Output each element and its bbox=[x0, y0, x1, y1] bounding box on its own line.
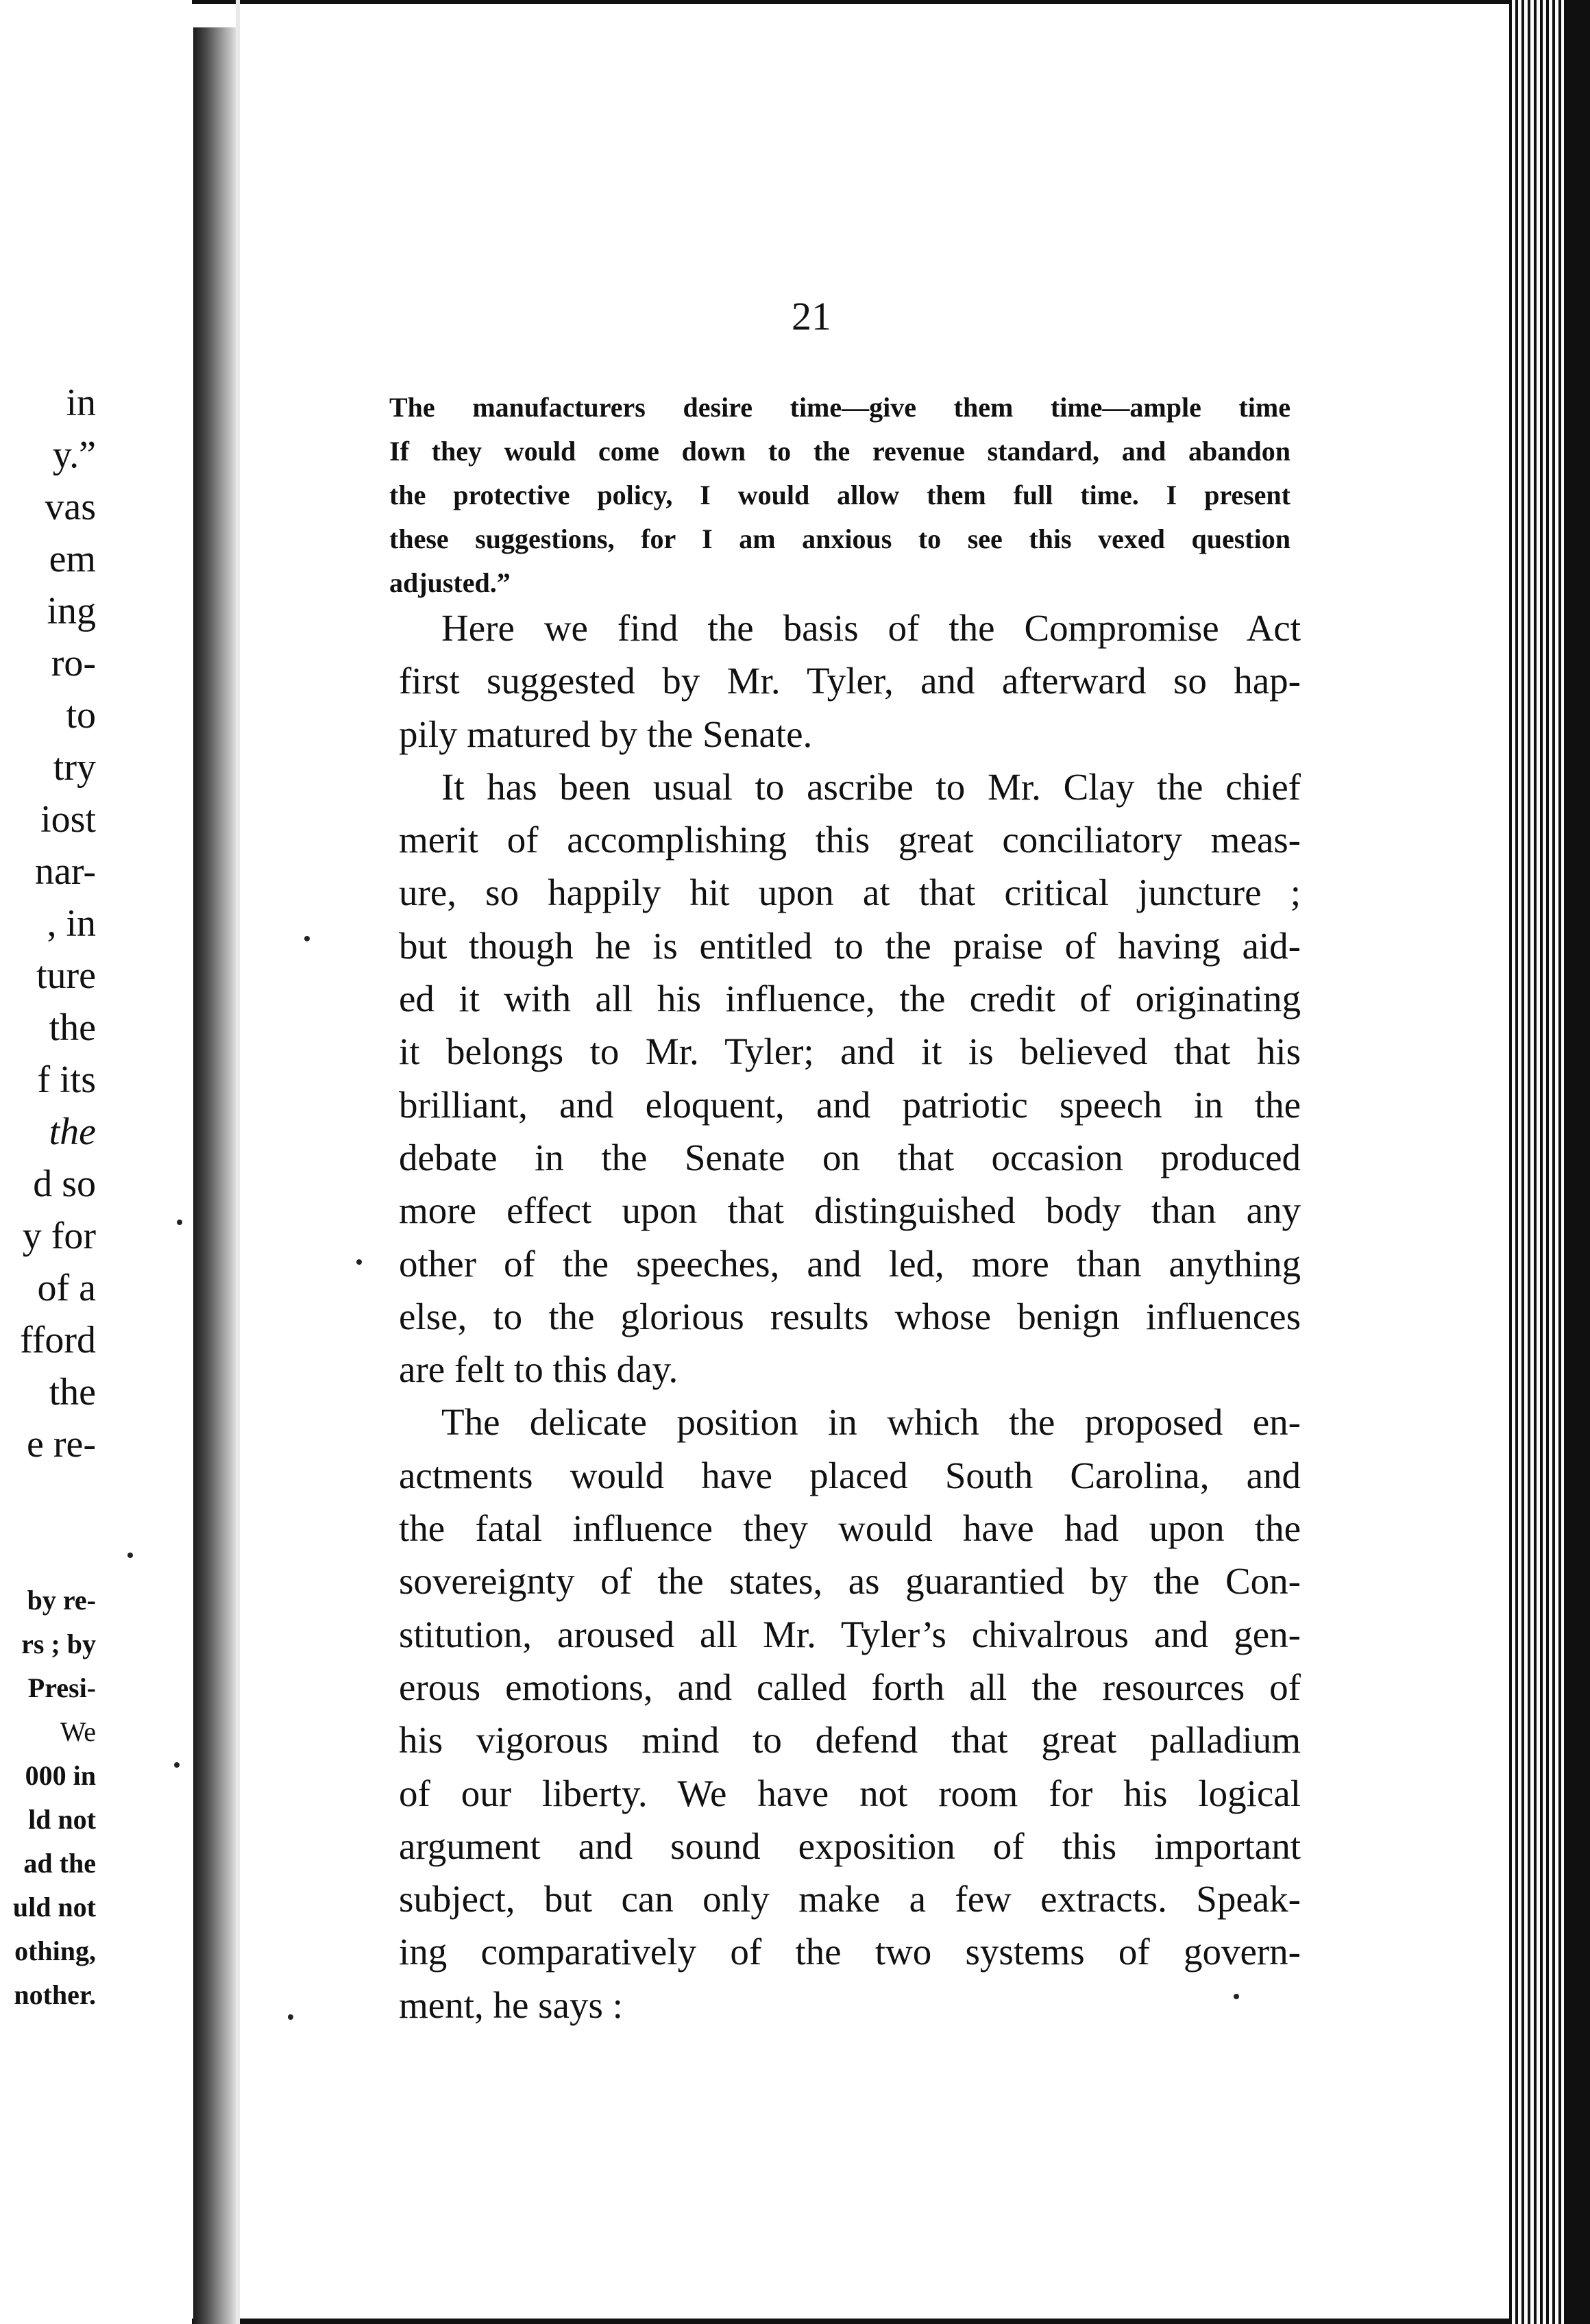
scan-speck bbox=[177, 1220, 182, 1225]
quote-line: If they would come down to the revenue standard, and abandon bbox=[389, 436, 1291, 467]
paragraph bbox=[399, 602, 1301, 761]
quoted-passage bbox=[389, 386, 1291, 605]
facing-page-line: to bbox=[66, 694, 96, 737]
facing-page-footnote-line: ad the bbox=[23, 1848, 96, 1879]
facing-page-footnote-line: rs ; by bbox=[21, 1629, 96, 1659]
scan-speck bbox=[127, 1553, 133, 1558]
text-line: debate in the Senate on that occasion produced bbox=[399, 1136, 1301, 1178]
quote-line: the protective policy, I would allow them full time. I present bbox=[389, 480, 1291, 510]
facing-page-footnote-line: 000 in bbox=[25, 1760, 96, 1791]
text-line: merit of accomplishing this great conciliatory meas- bbox=[399, 819, 1301, 861]
paragraph bbox=[399, 761, 1301, 1396]
facing-page-footnote-line: nother. bbox=[14, 1979, 96, 2010]
facing-page-line: y for bbox=[22, 1215, 96, 1257]
quote-line: these suggestions, for I am anxious to see this vexed question bbox=[389, 523, 1291, 554]
facing-page-line: ture bbox=[36, 954, 96, 997]
scan-speck bbox=[356, 1259, 362, 1265]
facing-page-line: the bbox=[49, 1111, 96, 1153]
scan-top-border bbox=[0, 0, 1509, 4]
text-line: it belongs to Mr. Tyler; and it is believed that his bbox=[399, 1030, 1301, 1073]
facing-page-line: fford bbox=[20, 1319, 96, 1361]
text-line: ing comparatively of the two systems of govern- bbox=[399, 1931, 1301, 1973]
body-text bbox=[399, 602, 1301, 2031]
paragraph bbox=[399, 1396, 1301, 2031]
quote-line: The manufacturers desire time—give them time—ample time bbox=[389, 392, 1291, 423]
facing-page-line: f its bbox=[37, 1059, 96, 1101]
scan-right-border bbox=[1564, 0, 1590, 2324]
text-line: the fatal influence they would have had upon the bbox=[399, 1507, 1301, 1550]
facing-page-line: em bbox=[49, 538, 96, 580]
facing-page-line: ing bbox=[47, 590, 96, 632]
facing-page-line: y.” bbox=[52, 434, 96, 476]
facing-page-line: e re- bbox=[26, 1423, 96, 1466]
text-line: his vigorous mind to defend that great palladium bbox=[399, 1719, 1301, 1761]
facing-page-footnote-line: Presi- bbox=[27, 1672, 96, 1703]
text-line: ment, he says : bbox=[399, 1983, 623, 2026]
text-line: but though he is entitled to the praise of having aid- bbox=[399, 924, 1301, 967]
facing-page-footnote-line: We bbox=[60, 1716, 96, 1747]
text-line: It has been usual to ascribe to Mr. Clay the chief bbox=[441, 765, 1301, 808]
text-line: first suggested by Mr. Tyler, and afterward so hap- bbox=[399, 660, 1301, 702]
page-number: 21 bbox=[792, 294, 831, 338]
quote-line: adjusted.” bbox=[389, 567, 511, 598]
text-line: stitution, aroused all Mr. Tyler’s chivalrous and gen- bbox=[399, 1613, 1301, 1655]
gutter-edge bbox=[236, 0, 240, 2324]
text-line: are felt to this day. bbox=[399, 1348, 678, 1391]
scan-speck bbox=[174, 1762, 180, 1768]
facing-page-footnote-line: othing, bbox=[14, 1936, 96, 1966]
text-line: argument and sound exposition of this important bbox=[399, 1825, 1301, 1867]
text-line: sovereignty of the states, as guarantied by the Con- bbox=[399, 1560, 1301, 1603]
text-line: subject, but can only make a few extracts. Speak- bbox=[399, 1878, 1301, 1920]
facing-page-line: of a bbox=[37, 1267, 96, 1309]
text-line: The delicate position in which the proposed en- bbox=[441, 1401, 1301, 1444]
text-line: other of the speeches, and led, more than anything bbox=[399, 1242, 1301, 1285]
text-line: of our liberty. We have not room for his logical bbox=[399, 1772, 1301, 1814]
facing-page-line: , in bbox=[47, 902, 96, 945]
facing-page-footnote-line: by re- bbox=[27, 1585, 96, 1616]
text-line: brilliant, and eloquent, and patriotic speech in the bbox=[399, 1083, 1301, 1126]
facing-page-fragment bbox=[0, 0, 192, 2324]
text-line: Here we find the basis of the Compromise Act bbox=[441, 607, 1301, 649]
facing-page-line: vas bbox=[45, 486, 96, 528]
facing-page-line: nar- bbox=[34, 850, 96, 893]
facing-page-footnote-line: uld not bbox=[12, 1892, 96, 1923]
text-line: else, to the glorious results whose benign influences bbox=[399, 1295, 1301, 1337]
facing-page-line: try bbox=[53, 746, 96, 789]
text-line: ure, so happily hit upon at that critical juncture ; bbox=[399, 872, 1301, 914]
facing-page-line: in bbox=[66, 382, 96, 424]
scan-speck bbox=[304, 936, 310, 941]
facing-page-line: the bbox=[49, 1371, 96, 1413]
facing-page-line: d so bbox=[33, 1163, 96, 1205]
book-gutter-shadow bbox=[193, 27, 236, 2324]
text-line: pily matured by the Senate. bbox=[399, 713, 813, 755]
scan-speck bbox=[288, 2014, 293, 2020]
text-line: ed it with all his influence, the credit of originating bbox=[399, 978, 1301, 1020]
facing-page-line: the bbox=[49, 1006, 96, 1049]
facing-page-footnote-line: ld not bbox=[28, 1804, 96, 1835]
facing-page-line: iost bbox=[40, 798, 96, 841]
text-line: more effect upon that distinguished body than any bbox=[399, 1189, 1301, 1232]
text-line: erous emotions, and called forth all the resources of bbox=[399, 1666, 1301, 1708]
text-line: actments would have placed South Carolina, and bbox=[399, 1454, 1301, 1496]
facing-page-line: ro- bbox=[51, 642, 96, 684]
scan-speck bbox=[1234, 1994, 1239, 1999]
